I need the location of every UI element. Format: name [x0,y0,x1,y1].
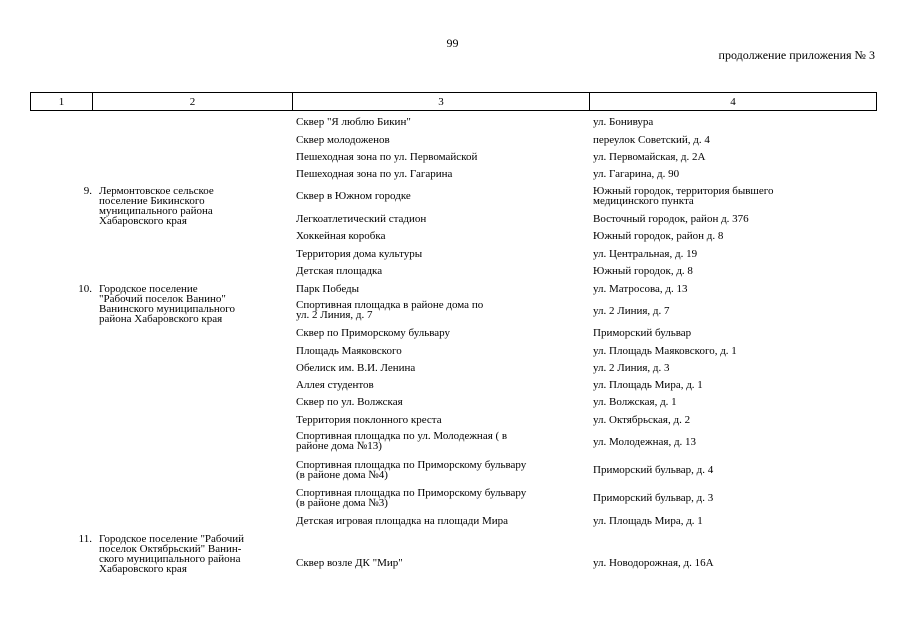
object-address: ул. Бонивура [593,116,654,128]
object-name: Сквер по Приморскому бульвару [296,327,451,339]
header-col-1: 1 [58,95,65,108]
object-address: ул. Площадь Мира, д. 1 [593,379,703,391]
group-number: 9. [83,185,92,197]
object-name: Спортивная площадка по Приморскому бульвару (в районе дома №4) [296,459,527,481]
object-name: Парк Победы [296,283,360,295]
group-name: Городское поселение "Рабочий поселок Ванино" Ванинского муниципального района Хабаровского края [99,283,236,325]
object-address: ул. Площадь Маяковского, д. 1 [593,345,737,357]
object-name: Детская игровая площадка на площади Мира [296,515,509,527]
object-name: Сквер возле ДК "Мир" [296,557,403,569]
object-name: Спортивная площадка по Приморскому бульвару (в районе дома №3) [296,487,527,509]
object-name: Территория поклонного креста [296,414,442,426]
object-name: Пешеходная зона по ул. Первомайской [296,151,478,163]
group-number: 11. [78,533,92,545]
group-name: Лермонтовское сельское поселение Бикинского муниципального района Хабаровского края [99,185,214,227]
continuation-note: продолжение приложения № 3 [718,48,875,62]
object-name: Хоккейная коробка [296,230,386,242]
object-address: ул. Первомайская, д. 2А [593,151,706,163]
object-name: Спортивная площадка в районе дома по ул. 2 Линия, д. 7 [296,299,484,321]
object-name: Сквер в Южном городке [296,190,411,202]
object-address: ул. Волжская, д. 1 [593,396,677,408]
object-address: ул. Площадь Мира, д. 1 [593,515,703,527]
object-address: ул. 2 Линия, д. 7 [593,305,670,317]
object-name: Сквер по ул. Волжская [296,396,403,408]
object-name: Площадь Маяковского [296,345,402,357]
object-address: ул. Молодежная, д. 13 [593,436,697,448]
object-name: Территория дома культуры [296,248,423,260]
object-address: ул. Матросова, д. 13 [593,283,688,295]
object-address: ул. Новодорожная, д. 16А [593,557,714,569]
group-name: Городское поселение "Рабочий поселок Октябрьский" Ванин- ского муниципального района Хабаровского края [99,533,245,575]
object-address: Южный городок, район д. 8 [593,230,724,242]
object-name: Аллея студентов [296,379,374,391]
object-address: ул. 2 Линия, д. 3 [593,362,670,374]
object-address: ул. Октябрьская, д. 2 [593,414,691,426]
object-name: Пешеходная зона по ул. Гагарина [296,168,453,180]
object-name: Сквер молодоженов [296,134,390,146]
group-number: 10. [78,283,92,295]
object-address: Приморский бульвар [593,327,692,339]
header-col-2: 2 [92,93,292,110]
page-number: 99 [446,36,459,50]
table-header [30,92,877,111]
object-address: Южный городок, д. 8 [593,265,693,277]
object-address: Восточный городок, район д. 376 [593,213,749,225]
object-name: Легкоатлетический стадион [296,213,427,225]
object-address: переулок Советский, д. 4 [593,134,710,146]
object-name: Детская площадка [296,265,383,277]
header-col-3: 3 [292,93,589,110]
object-address: Южный городок, территория бывшего медицинского пункта [593,185,774,207]
object-address: ул. Центральная, д. 19 [593,248,698,260]
object-address: Приморский бульвар, д. 4 [593,464,714,476]
object-name: Обелиск им. В.И. Ленина [296,362,416,374]
object-name: Сквер "Я люблю Бикин" [296,116,411,128]
object-address: ул. Гагарина, д. 90 [593,168,680,180]
object-address: Приморский бульвар, д. 3 [593,492,714,504]
object-name: Спортивная площадка по ул. Молодежная ( в районе дома №13) [296,430,508,452]
header-col-4: 4 [589,93,876,110]
